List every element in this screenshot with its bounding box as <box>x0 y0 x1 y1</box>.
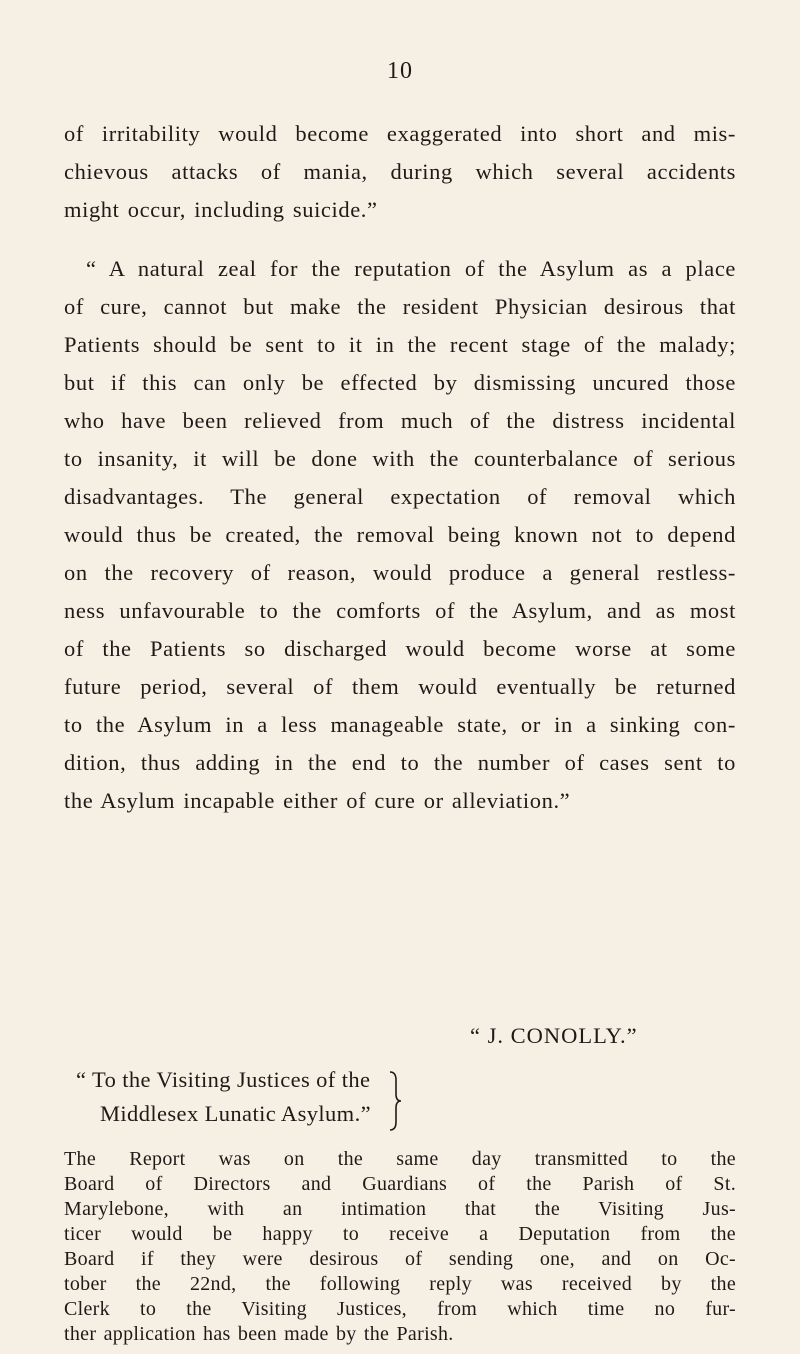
signature: “ J. CONOLLY.” <box>470 1023 638 1048</box>
text-line: tober the 22nd, the following reply was received by the <box>64 1273 736 1295</box>
text-line: disadvantages. The general expectation of removal which <box>64 484 736 509</box>
text-line: Clerk to the Visiting Justices, from which time no fur- <box>64 1298 736 1320</box>
text-line: the Asylum incapable either of cure or alleviation.” <box>64 788 571 813</box>
text-line: of irritability would become exaggerated into short and mis- <box>64 121 736 146</box>
text-line: “ A natural zeal for the reputation of the Asylum as a place <box>86 256 736 281</box>
text-line: Board of Directors and Guardians of the Parish of St. <box>64 1173 736 1195</box>
address-line: “ To the Visiting Justices of the <box>76 1067 371 1092</box>
text-line: would thus be created, the removal being known not to depend <box>64 522 736 547</box>
text-line: ther application has been made by the Parish. <box>64 1323 454 1345</box>
text-line: Board if they were desirous of sending one, and on Oc- <box>64 1248 736 1270</box>
text-line: who have been relieved from much of the distress incidental <box>64 408 736 433</box>
text-line: might occur, including suicide.” <box>64 197 378 222</box>
page-number: 10 <box>387 58 413 84</box>
address-line: Middlesex Lunatic Asylum.” <box>100 1101 371 1126</box>
text-line: ness unfavourable to the comforts of the Asylum, and as most <box>64 598 736 623</box>
text-line: of cure, cannot but make the resident Physician desirous that <box>64 294 736 319</box>
text-line: future period, several of them would eventually be returned <box>64 674 736 699</box>
text-line: Patients should be sent to it in the recent stage of the malady; <box>64 332 736 357</box>
text-line: of the Patients so discharged would become worse at some <box>64 636 736 661</box>
text-line: to insanity, it will be done with the counterbalance of serious <box>64 446 736 471</box>
text-line: to the Asylum in a less manageable state, or in a sinking con- <box>64 712 736 737</box>
text-line: The Report was on the same day transmitted to the <box>64 1148 736 1170</box>
text-line: on the recovery of reason, would produce a general restless- <box>64 560 736 585</box>
text-line: but if this can only be effected by dismissing uncured those <box>64 370 736 395</box>
text-line: dition, thus adding in the end to the number of cases sent to <box>64 750 736 775</box>
text-line: Marylebone, with an intimation that the Visiting Jus- <box>64 1198 736 1220</box>
text-line: chievous attacks of mania, during which several accidents <box>64 159 736 184</box>
right-brace-icon <box>388 1070 402 1132</box>
text-line: ticer would be happy to receive a Deputation from the <box>64 1223 736 1245</box>
